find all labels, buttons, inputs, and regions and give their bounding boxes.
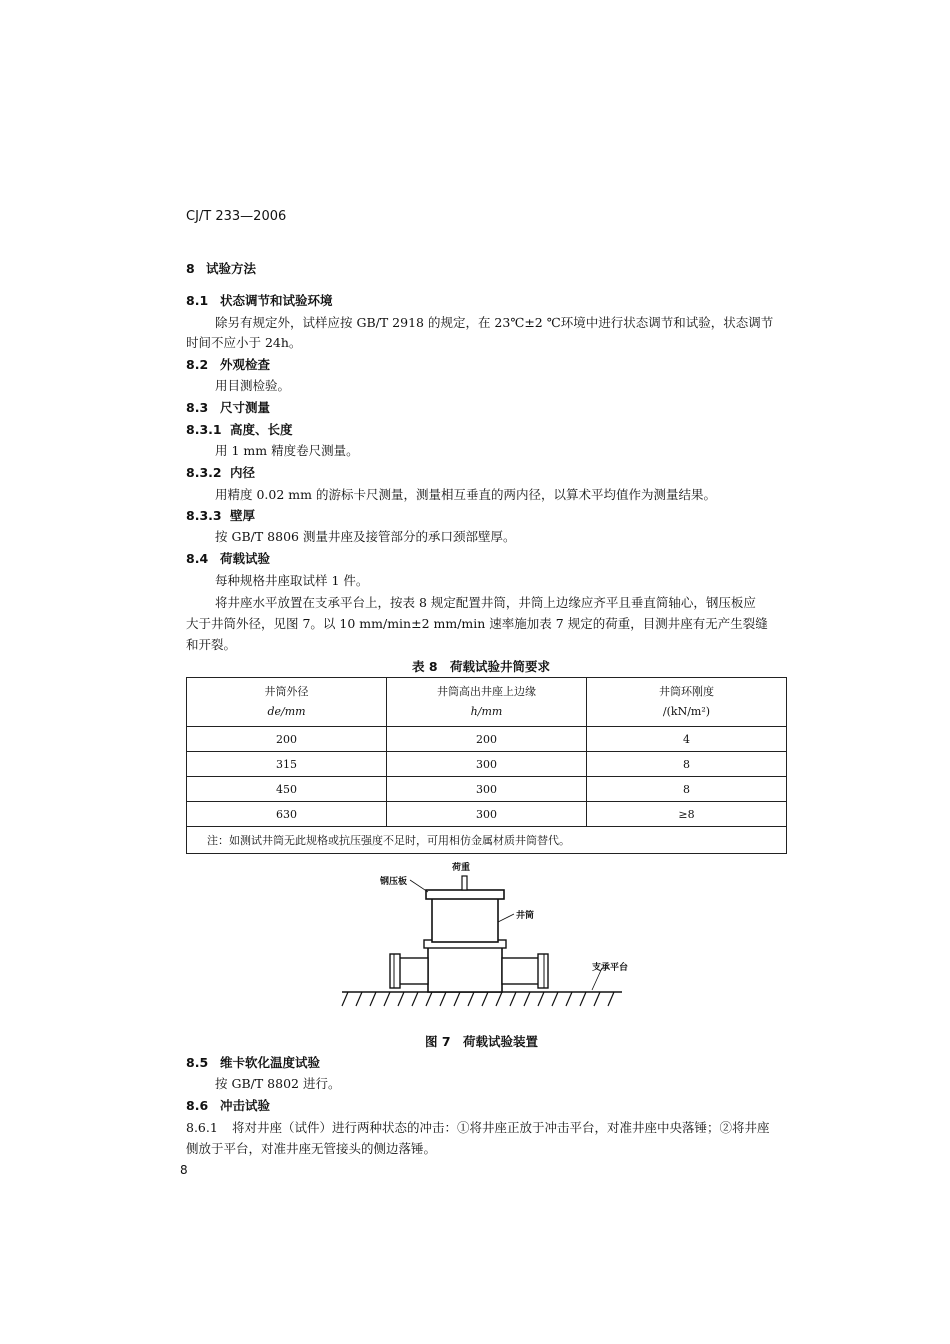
table-cell: 8 (587, 777, 787, 802)
section-8-1-heading: 8.1 状态调节和试验环境 (186, 293, 333, 308)
table-cell: 300 (387, 802, 587, 827)
figure-7-caption: 图 7 荷载试验装置 (425, 1034, 539, 1049)
table-note: 注：如测试井筒无此规格或抗压强度不足时，可用相仿金属材质井筒替代。 (187, 827, 787, 854)
table-cell: 300 (387, 752, 587, 777)
label-load: 荷重 (452, 863, 471, 873)
section-8-3-heading: 8.3 尺寸测量 (186, 400, 271, 415)
label-steel-plate: 钢压板 (380, 877, 408, 887)
section-8-4-line-3: 大于井筒外径，见图 7。以 10 mm/min±2 mm/min 速率施加表 7 规定的荷重，目测井座有无产生裂缝 (186, 616, 768, 631)
table-cell: 8 (587, 752, 787, 777)
load-rod (462, 876, 467, 890)
section-8-3-2-heading: 8.3.2 内径 (186, 465, 256, 480)
section-8-heading: 8 试验方法 (186, 261, 257, 276)
section-8-4-line-2: 将井座水平放置在支承平台上，按表 8 规定配置井筒，井筒上边缘应齐平且垂直简轴心，钢压板应 (215, 595, 756, 610)
section-8-3-2-text: 用精度 0.02 mm 的游标卡尺测量，测量相互垂直的两内径，以算术平均值作为测量结果。 (215, 487, 716, 502)
table-header-row (187, 678, 787, 727)
table-row (187, 752, 787, 777)
left-pipe-connector (398, 958, 428, 984)
table-cell: 200 (387, 727, 587, 752)
section-8-4-heading: 8.4 荷载试验 (186, 551, 271, 566)
standard-number: CJ/T 233—2006 (186, 209, 287, 224)
section-8-2-text: 用目测检验。 (215, 378, 291, 393)
well-base-body (428, 946, 502, 992)
table-8 (186, 677, 787, 854)
column-header-ring-stiffness: 井筒环刚度 /(kN/m²) (587, 678, 787, 727)
table-row (187, 802, 787, 827)
column-header-height-above: 井筒高出井座上边缘 h/mm (387, 678, 587, 727)
label-well-pipe: 井筒 (516, 911, 535, 921)
section-8-3-3-text: 按 GB/T 8806 测量井座及接管部分的承口颈部壁厚。 (215, 529, 516, 544)
column-header-outer-diameter: 井筒外径 de/mm (187, 678, 387, 727)
table-row (187, 727, 787, 752)
section-8-6-1-line-2: 侧放于平台，对准井座无管接头的侧边落锤。 (186, 1141, 437, 1156)
figure-7-diagram (330, 858, 650, 1013)
table-cell: 4 (587, 727, 787, 752)
table-cell: 315 (187, 752, 387, 777)
table-cell: 200 (187, 727, 387, 752)
table-8-caption: 表 8 荷载试验井筒要求 (412, 659, 551, 674)
right-pipe-connector (502, 958, 540, 984)
section-8-6-1-line-1: 8.6.1 将对井座（试件）进行两种状态的冲击：①将井座正放于冲击平台，对准井座中央落锤；②将井座 (186, 1120, 770, 1135)
section-8-4-line-4: 和开裂。 (186, 637, 237, 652)
section-8-4-line-1: 每种规格井座取试样 1 件。 (215, 573, 369, 588)
section-8-5-heading: 8.5 维卡软化温度试验 (186, 1055, 321, 1070)
table-row (187, 777, 787, 802)
table-note-row (187, 827, 787, 854)
left-pipe-socket (390, 954, 400, 988)
section-8-3-3-heading: 8.3.3 壁厚 (186, 508, 256, 523)
table-cell: 630 (187, 802, 387, 827)
section-8-5-text: 按 GB/T 8802 进行。 (215, 1076, 341, 1091)
page-number: 8 (180, 1163, 188, 1177)
section-8-3-1-heading: 8.3.1 高度、长度 (186, 422, 293, 437)
table-cell: 300 (387, 777, 587, 802)
label-support-platform: 支承平台 (592, 963, 629, 973)
table-cell: ≥8 (587, 802, 787, 827)
section-8-2-heading: 8.2 外观检查 (186, 357, 271, 372)
ground-hatching (342, 992, 614, 1006)
table-cell: 450 (187, 777, 387, 802)
section-8-1-line-1: 除另有规定外，试样应按 GB/T 2918 的规定，在 23℃±2 ℃环境中进行状态调节和试验，状态调节 (215, 315, 774, 330)
section-8-1-line-2: 时间不应小于 24h。 (186, 335, 302, 350)
section-8-6-heading: 8.6 冲击试验 (186, 1098, 271, 1113)
right-pipe-socket (538, 954, 548, 988)
well-pipe (432, 898, 498, 942)
section-8-3-1-text: 用 1 mm 精度卷尺测量。 (215, 443, 359, 458)
load-test-apparatus-drawing (330, 858, 650, 1013)
steel-pressure-plate (426, 890, 504, 899)
